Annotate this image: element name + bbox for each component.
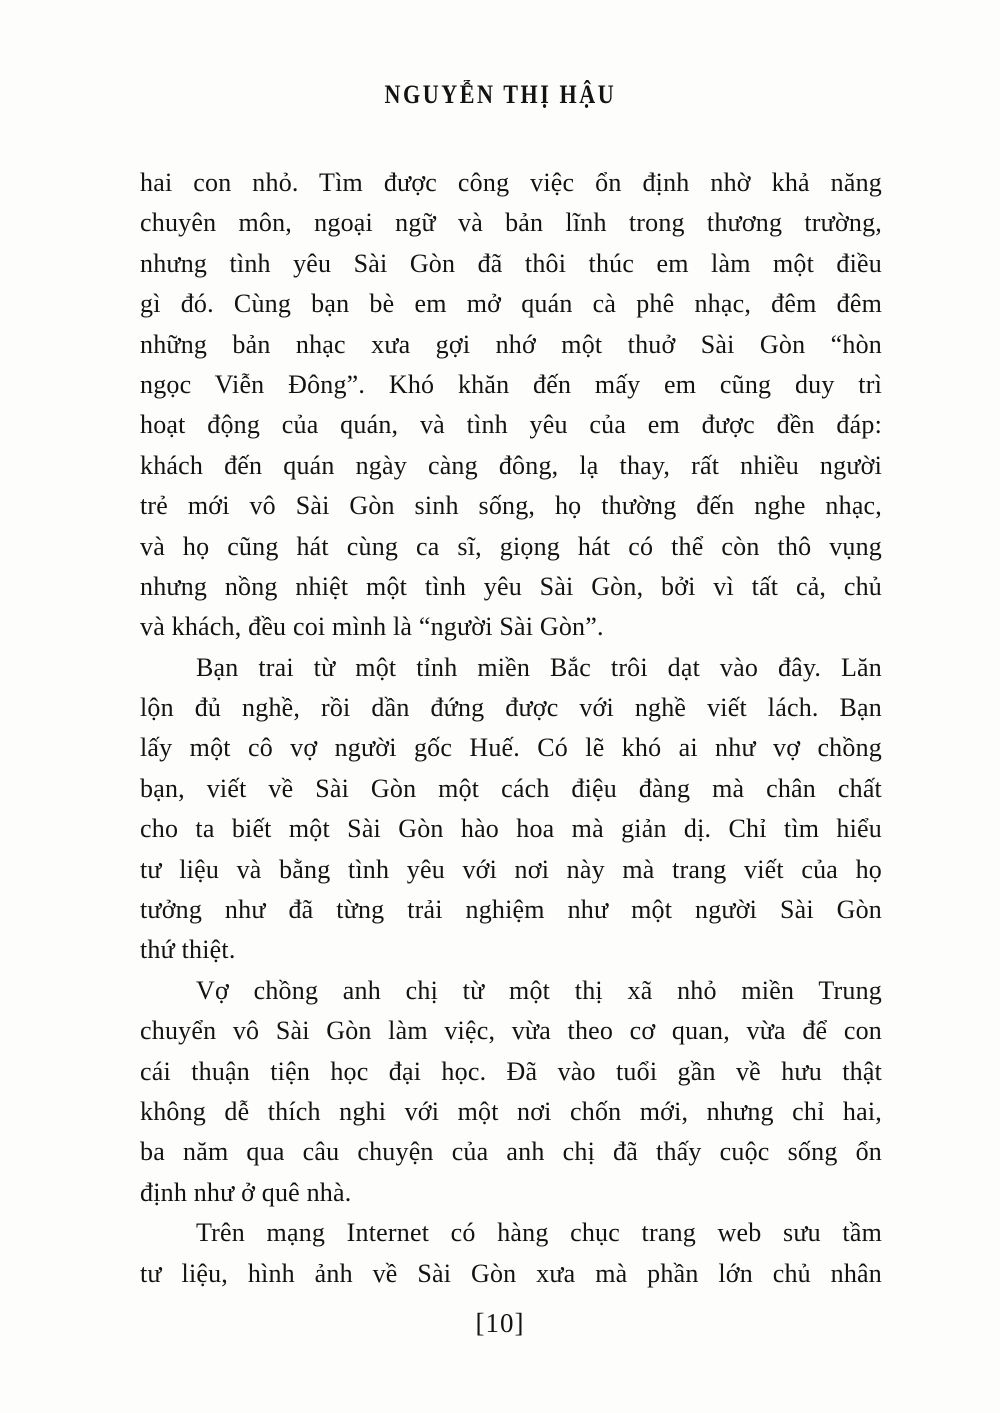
text-line: tưởng như đã từng trải nghiệm như một người Sài Gòn xyxy=(140,895,882,925)
text-line: gì đó. Cùng bạn bè em mở quán cà phê nhạc, đêm đêm xyxy=(140,289,882,319)
text-line: ngọc Viễn Đông”. Khó khăn đến mấy em cũng duy trì xyxy=(140,369,882,399)
body-text xyxy=(140,163,882,1294)
text-line: bạn, viết về Sài Gòn một cách điệu đàng mà chân chất xyxy=(140,773,882,803)
text-line: tư liệu, hình ảnh về Sài Gòn xưa mà phần lớn chủ nhân xyxy=(140,1258,882,1288)
text-line: định như ở quê nhà. xyxy=(140,1177,352,1207)
text-line: Trên mạng Internet có hàng chục trang web sưu tầm xyxy=(196,1218,882,1248)
text-line: cho ta biết một Sài Gòn hào hoa mà giản dị. Chỉ tìm hiểu xyxy=(140,814,882,844)
text-line: thứ thiệt. xyxy=(140,935,236,965)
text-line: lộn đủ nghề, rồi dần đứng được với nghề viết lách. Bạn xyxy=(140,693,882,723)
text-line: khách đến quán ngày càng đông, lạ thay, rất nhiều người xyxy=(140,450,882,480)
text-line: trẻ mới vô Sài Gòn sinh sống, họ thường đến nghe nhạc, xyxy=(140,491,882,521)
text-line: hai con nhỏ. Tìm được công việc ổn định nhờ khả năng xyxy=(140,168,882,197)
author-name: NGUYỄN THỊ HẬU xyxy=(384,80,616,109)
text-line: không dễ thích nghi với một nơi chốn mới, nhưng chỉ hai, xyxy=(140,1096,882,1126)
text-line: và khách, đều coi mình là “người Sài Gòn”. xyxy=(140,612,604,642)
running-header xyxy=(0,80,1000,110)
paragraph xyxy=(140,648,882,971)
text-line: tư liệu và bằng tình yêu với nơi này mà trang viết của họ xyxy=(140,854,882,884)
text-line: chuyển vô Sài Gòn làm việc, vừa theo cơ quan, vừa để con xyxy=(140,1016,882,1046)
text-line: lấy một cô vợ người gốc Huế. Có lẽ khó ai như vợ chồng xyxy=(140,733,882,763)
text-line: Vợ chồng anh chị từ một thị xã nhỏ miền Trung xyxy=(196,975,882,1005)
text-line: những bản nhạc xưa gợi nhớ một thuở Sài Gòn “hòn xyxy=(140,329,882,359)
text-line: ba năm qua câu chuyện của anh chị đã thấy cuộc sống ổn xyxy=(140,1137,882,1167)
text-line: chuyên môn, ngoại ngữ và bản lĩnh trong thương trường, xyxy=(140,208,882,238)
text-line: Bạn trai từ một tỉnh miền Bắc trôi dạt vào đây. Lăn xyxy=(196,652,882,682)
text-line: nhưng nồng nhiệt một tình yêu Sài Gòn, bởi vì tất cả, chủ xyxy=(140,571,882,601)
text-line: nhưng tình yêu Sài Gòn đã thôi thúc em làm một điều xyxy=(140,248,882,278)
paragraph xyxy=(140,971,882,1213)
text-line: hoạt động của quán, và tình yêu của em được đền đáp: xyxy=(140,410,882,440)
paragraph xyxy=(140,1213,882,1294)
paragraph xyxy=(140,163,882,648)
text-line: và họ cũng hát cùng ca sĩ, giọng hát có thể còn thô vụng xyxy=(140,531,882,561)
text-line: cái thuận tiện học đại học. Đã vào tuổi gần về hưu thật xyxy=(140,1056,882,1086)
page-number: [10] xyxy=(475,1308,525,1338)
